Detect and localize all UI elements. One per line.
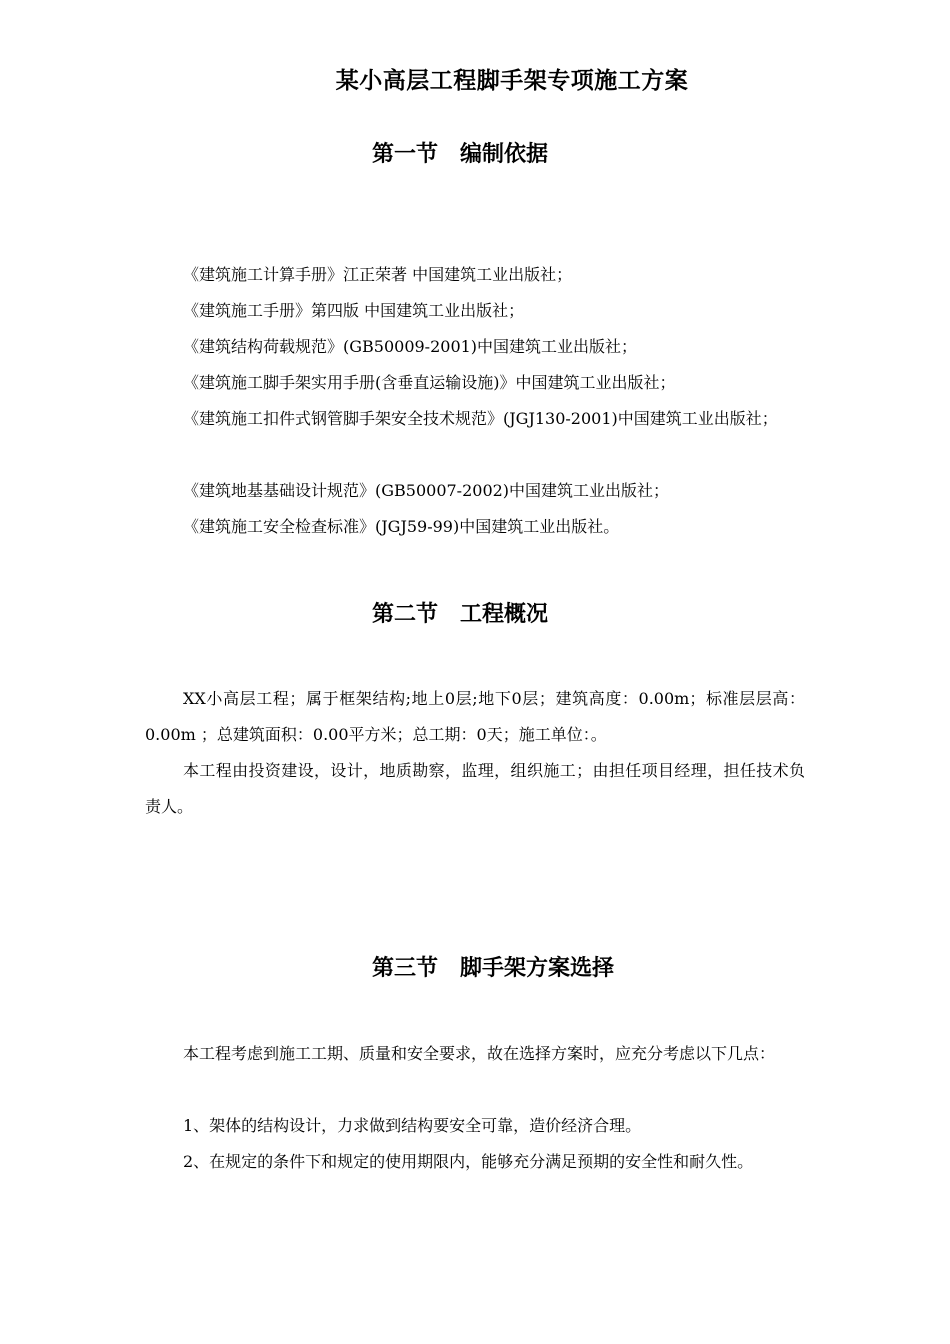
reference-item: 《建筑施工安全检查标准》(JGJ59-99)中国建筑工业出版社。 (183, 517, 620, 536)
reference-item: 《建筑施工脚手架实用手册(含垂直运输设施)》中国建筑工业出版社； (183, 373, 676, 392)
reference-item: 《建筑地基基础设计规范》(GB50007-2002)中国建筑工业出版社； (183, 481, 670, 500)
section-3-heading: 第三节 脚手架方案选择 (372, 955, 615, 981)
section-1-heading: 第一节 编制依据 (372, 141, 549, 167)
reference-item: 《建筑结构荷载规范》(GB50009-2001)中国建筑工业出版社； (183, 337, 638, 356)
reference-item: 《建筑施工手册》第四版 中国建筑工业出版社； (183, 301, 525, 320)
scheme-paragraph: 1、架体的结构设计，力求做到结构要安全可靠，造价经济合理。 (183, 1116, 642, 1135)
scheme-paragraph: 本工程考虑到施工工期、质量和安全要求，故在选择方案时，应充分考虑以下几点： (183, 1044, 776, 1063)
reference-item: 《建筑施工计算手册》江正荣著 中国建筑工业出版社； (183, 265, 573, 284)
reference-item: 《建筑施工扣件式钢管脚手架安全技术规范》(JGJ130-2001)中国建筑工业出版社； (183, 409, 778, 428)
overview-paragraph: XX小高层工程；属于框架结构;地上0层;地下0层；建筑高度：0.00m；标准层层高：0.00m ；总建筑面积：0.00平方米；总工期：0天；施工单位：。 (145, 689, 805, 744)
document-title: 某小高层工程脚手架专项施工方案 (335, 67, 689, 94)
section-2-heading: 第二节 工程概况 (372, 601, 549, 627)
scheme-paragraph: 2、在规定的条件下和规定的使用期限内，能够充分满足预期的安全性和耐久性。 (183, 1152, 754, 1171)
overview-paragraph: 本工程由投资建设，设计，地质勘察，监理，组织施工；由担任项目经理，担任技术负责人。 (145, 761, 805, 816)
